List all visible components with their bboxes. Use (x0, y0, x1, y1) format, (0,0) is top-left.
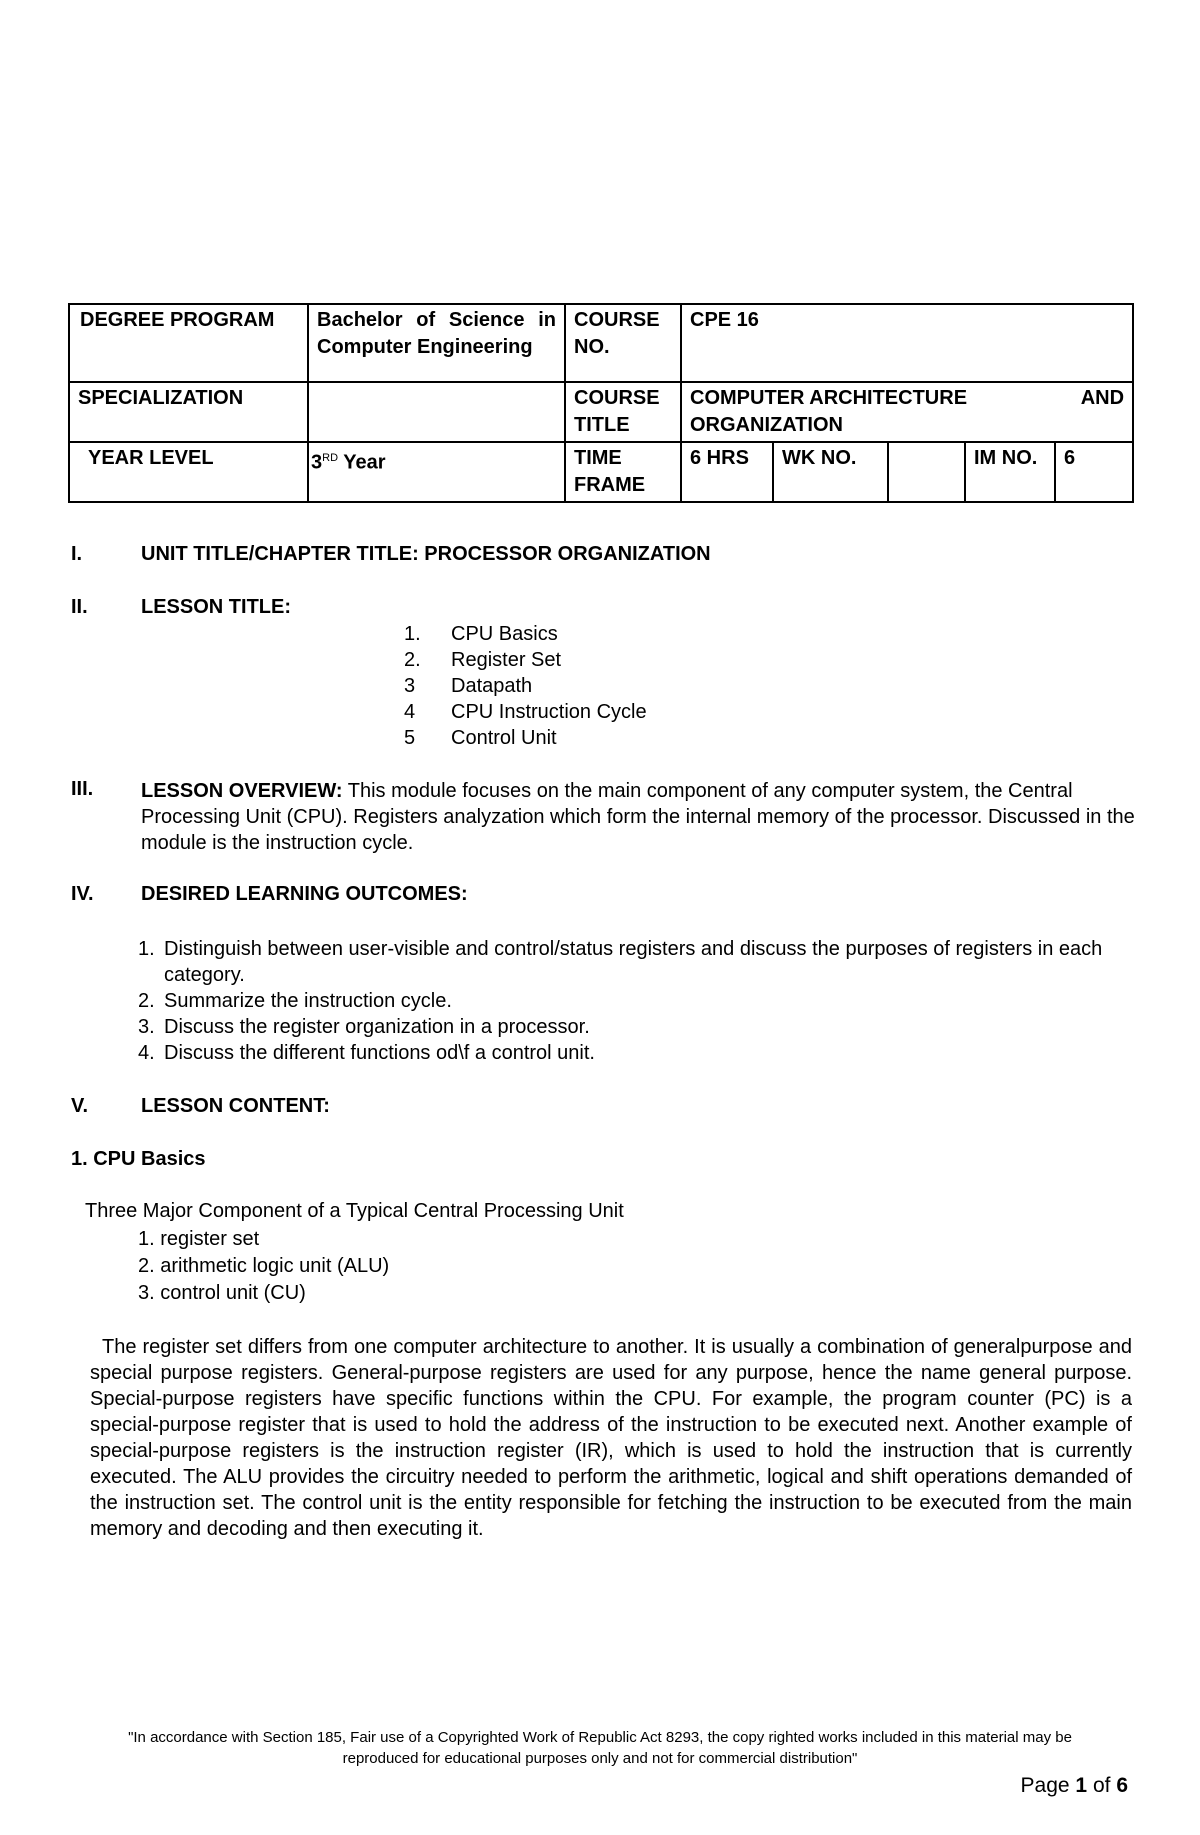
list-number: 1. (138, 938, 155, 960)
list-number: 2. (404, 649, 421, 671)
wk-no-label: WK NO. (773, 442, 888, 502)
cpu-basics-heading: 1. CPU Basics (71, 1148, 206, 1170)
year-level-suffix: RD (322, 452, 339, 464)
copyright-note (0, 1727, 1200, 1769)
wk-no-value (888, 442, 965, 502)
im-no-value: 6 (1055, 442, 1133, 502)
learning-outcomes-list (138, 936, 1136, 1066)
list-text: CPU Instruction Cycle (451, 701, 647, 723)
list-item (404, 673, 647, 699)
degree-program-value: Bachelor of Science in Computer Engineering (308, 304, 565, 382)
copyright-line-1: "In accordance with Section 185, Fair use of a Copyrighted Work of Republic Act 8293, the copy righted works included in this material may be (128, 1729, 1072, 1746)
list-number: 2. (138, 990, 155, 1012)
list-text: Control Unit (451, 727, 557, 749)
section-4-number: IV. (71, 883, 94, 905)
specialization-value (308, 382, 565, 442)
list-text: Discuss the register organization in a processor. (164, 1016, 590, 1038)
course-title-part1: COMPUTER ARCHITECTURE (690, 387, 968, 409)
page-number (1021, 1774, 1128, 1798)
course-title-part2: AND (1080, 387, 1125, 409)
list-number: 1. (404, 623, 421, 645)
list-text: CPU Basics (451, 623, 558, 645)
year-level-word: Year (343, 451, 386, 474)
course-no-label: COURSE NO. (565, 304, 681, 382)
list-item: 3. control unit (CU) (138, 1282, 306, 1304)
section-3-number: III. (71, 778, 94, 800)
lesson-title-list (404, 621, 647, 751)
course-no-value: CPE 16 (681, 304, 1133, 382)
components-intro: Three Major Component of a Typical Central Processing Unit (85, 1200, 624, 1222)
section-2-number: II. (71, 596, 88, 618)
section-5-title: LESSON CONTENT: (141, 1095, 330, 1117)
page-word: Page (1020, 1774, 1070, 1797)
section-3-text: This module focuses on the main component of any computer system, the Central Processing Unit (CPU). Registers analyzation which form the internal memory of the processor. Discussed in the module is the instruction cycle. (141, 780, 1135, 854)
components-list (138, 1226, 389, 1307)
lesson-overview (141, 778, 1136, 856)
time-frame-label: TIME FRAME (565, 442, 681, 502)
list-item (404, 621, 647, 647)
copyright-line-2: reproduced for educational purposes only and not for commercial distribution" (342, 1750, 858, 1767)
section-4-title: DESIRED LEARNING OUTCOMES: (141, 883, 468, 905)
im-no-label: IM NO. (965, 442, 1055, 502)
list-text: Distinguish between user-visible and control/status registers and discuss the purposes of registers in each category. (164, 938, 1103, 986)
page-total: 6 (1116, 1774, 1128, 1797)
page-current: 1 (1075, 1774, 1088, 1797)
year-level-label: YEAR LEVEL (69, 442, 308, 502)
list-number: 5 (404, 727, 416, 749)
list-item (404, 647, 647, 673)
course-info-table (68, 303, 1134, 503)
degree-program-label: DEGREE PROGRAM (69, 304, 308, 382)
list-number: 4 (404, 701, 416, 723)
list-item (404, 699, 647, 725)
list-number: 3. (138, 1016, 155, 1038)
section-1-title: UNIT TITLE/CHAPTER TITLE: PROCESSOR ORGANIZATION (141, 543, 711, 565)
list-text: Summarize the instruction cycle. (164, 990, 452, 1012)
list-number: 4. (138, 1042, 155, 1064)
list-item (138, 988, 1136, 1014)
section-2-title: LESSON TITLE: (141, 596, 291, 618)
course-title-part3: ORGANIZATION (690, 414, 843, 436)
page-of: of (1092, 1774, 1111, 1797)
section-1-number: I. (71, 543, 83, 565)
list-item: 2. arithmetic logic unit (ALU) (138, 1255, 390, 1277)
list-number: 3 (404, 675, 416, 697)
list-item (138, 936, 1136, 988)
list-item (138, 1014, 1136, 1040)
list-text: Datapath (451, 675, 533, 697)
year-level-number: 3 (311, 451, 323, 474)
course-title-label: COURSE TITLE (565, 382, 681, 442)
specialization-label: SPECIALIZATION (69, 382, 308, 442)
time-frame-value: 6 HRS (681, 442, 773, 502)
list-item: 1. register set (138, 1228, 260, 1250)
list-item (138, 1040, 1136, 1066)
list-text: Discuss the different functions od\f a control unit. (164, 1042, 595, 1064)
register-set-paragraph: The register set differs from one computer architecture to another. It is usually a combination of generalpurpose and special purpose registers. General-purpose registers are used for any purpose, hence the name general purpose. Special-purpose registers have specific functions within the CPU. For example, the program counter (PC) is a special-purpose register that is used to hold the address of the instruction to be executed next. Another example of special-purpose registers is the instruction register (IR), which is used to hold the instruction that is currently executed. The ALU provides the circuitry needed to perform the arithmetic, logical and shift operations demanded of the instruction set. The control unit is the entity responsible for fetching the instruction to be executed from the main memory and decoding and then executing it. (90, 1336, 1132, 1540)
list-text: Register Set (451, 649, 562, 671)
course-title-value (681, 382, 1133, 442)
list-item (404, 725, 647, 751)
section-3-title: LESSON OVERVIEW: (141, 780, 343, 802)
section-5-number: V. (71, 1095, 89, 1117)
year-level-value (308, 442, 565, 502)
